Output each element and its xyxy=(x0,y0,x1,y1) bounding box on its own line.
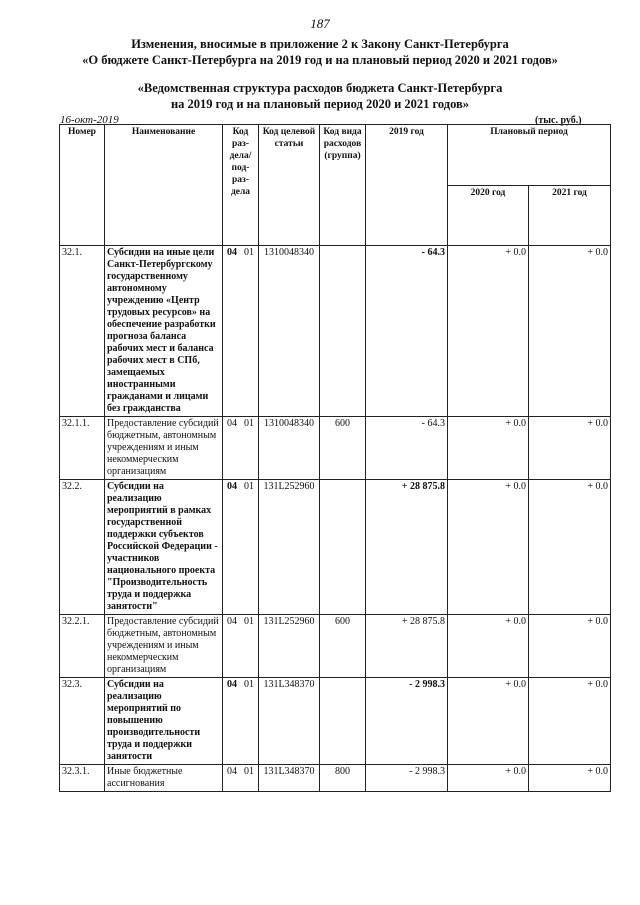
document-title xyxy=(20,36,620,68)
row-number: 32.2.1. xyxy=(60,615,105,678)
subtitle-line-1: «Ведомственная структура расходов бюджета Санкт-Петербурга xyxy=(137,81,503,95)
row-section-code xyxy=(223,765,259,792)
table-row xyxy=(60,765,611,792)
header-2019: 2019 год xyxy=(366,125,448,246)
row-subsection: 01 xyxy=(244,247,254,258)
table-row xyxy=(60,678,611,765)
row-value-2019: + 28 875.8 xyxy=(366,480,448,615)
header-2021: 2021 год xyxy=(529,185,611,246)
header-planned-period: Плановый период xyxy=(448,125,611,186)
row-target-code: 1310048340 xyxy=(259,246,320,417)
document-subtitle xyxy=(20,80,620,112)
row-number: 32.2. xyxy=(60,480,105,615)
row-value-2020: + 0.0 xyxy=(448,615,529,678)
row-number: 32.3. xyxy=(60,678,105,765)
table-row xyxy=(60,615,611,678)
row-section: 04 xyxy=(227,616,237,627)
row-section: 04 xyxy=(227,766,237,777)
row-subsection: 01 xyxy=(244,481,254,492)
row-target-code: 131L348370 xyxy=(259,678,320,765)
row-subsection: 01 xyxy=(244,679,254,690)
row-value-2019: - 64.3 xyxy=(366,246,448,417)
header-name: Наименование xyxy=(105,125,223,246)
table-row xyxy=(60,480,611,615)
header-expense-code: Код вида расходов (группа) xyxy=(320,125,366,246)
header-number: Номер xyxy=(60,125,105,246)
row-subsection: 01 xyxy=(244,766,254,777)
row-section-code xyxy=(223,417,259,480)
row-name: Предоставление субсидий бюджетным, автономным учреждениям и иным некоммерческим организациям xyxy=(105,615,223,678)
row-section: 04 xyxy=(227,247,237,258)
row-section-code xyxy=(223,615,259,678)
budget-table xyxy=(59,124,611,792)
row-target-code: 1310048340 xyxy=(259,417,320,480)
units-label: (тыс. руб.) xyxy=(535,115,582,126)
table-row xyxy=(60,246,611,417)
row-target-code: 131L252960 xyxy=(259,480,320,615)
row-value-2019: - 2 998.3 xyxy=(366,678,448,765)
row-value-2021: + 0.0 xyxy=(529,480,611,615)
header-2020: 2020 год xyxy=(448,185,529,246)
row-value-2019: + 28 875.8 xyxy=(366,615,448,678)
row-value-2021: + 0.0 xyxy=(529,765,611,792)
row-subsection: 01 xyxy=(244,418,254,429)
row-expense-code: 600 xyxy=(320,615,366,678)
title-line-2: «О бюджете Санкт-Петербурга на 2019 год и на плановый период 2020 и 2021 годов» xyxy=(82,53,558,67)
header-target-code: Код целевой статьи xyxy=(259,125,320,246)
row-name: Предоставление субсидий бюджетным, автономным учреждениям и иным некоммерческим организациям xyxy=(105,417,223,480)
row-value-2019: - 64.3 xyxy=(366,417,448,480)
page-number: 187 xyxy=(310,16,330,31)
row-expense-code: 800 xyxy=(320,765,366,792)
row-subsection: 01 xyxy=(244,616,254,627)
row-value-2021: + 0.0 xyxy=(529,615,611,678)
row-name: Субсидии на реализацию мероприятий по повышению производительности труда и поддержки занятости xyxy=(105,678,223,765)
row-section-code xyxy=(223,246,259,417)
row-section: 04 xyxy=(227,679,237,690)
table-row xyxy=(60,417,611,480)
row-value-2021: + 0.0 xyxy=(529,678,611,765)
row-section: 04 xyxy=(227,418,237,429)
row-value-2020: + 0.0 xyxy=(448,246,529,417)
row-value-2020: + 0.0 xyxy=(448,417,529,480)
row-expense-code xyxy=(320,246,366,417)
row-value-2021: + 0.0 xyxy=(529,417,611,480)
row-name: Субсидии на иные цели Санкт-Петербургскому государственному автономному учреждению «Центр трудовых ресурсов» на обеспечение разработки прогноза баланса рабочих мест и баланса рабочих мест в СПб, замещаемых иностранными гражданами и лицами без гражданства xyxy=(105,246,223,417)
row-value-2019: - 2 998.3 xyxy=(366,765,448,792)
row-value-2020: + 0.0 xyxy=(448,480,529,615)
document-date: 16-окт-2019 xyxy=(60,114,119,126)
row-number: 32.1.1. xyxy=(60,417,105,480)
row-target-code: 131L348370 xyxy=(259,765,320,792)
row-section-code xyxy=(223,480,259,615)
row-number: 32.1. xyxy=(60,246,105,417)
row-section: 04 xyxy=(227,481,237,492)
row-value-2021: + 0.0 xyxy=(529,246,611,417)
table-body xyxy=(60,246,611,792)
row-name: Субсидии на реализацию мероприятий в рамках государственной поддержки субъектов Российской Федерации - участников национального проекта "Производительность труда и поддержка занятости" xyxy=(105,480,223,615)
row-value-2020: + 0.0 xyxy=(448,678,529,765)
row-expense-code: 600 xyxy=(320,417,366,480)
row-expense-code xyxy=(320,678,366,765)
row-value-2020: + 0.0 xyxy=(448,765,529,792)
row-target-code: 131L252960 xyxy=(259,615,320,678)
title-line-1: Изменения, вносимые в приложение 2 к Закону Санкт-Петербурга xyxy=(131,37,509,51)
subtitle-line-2: на 2019 год и на плановый период 2020 и 2021 годов» xyxy=(170,97,470,111)
row-number: 32.3.1. xyxy=(60,765,105,792)
row-name: Иные бюджетные ассигнования xyxy=(105,765,223,792)
row-expense-code xyxy=(320,480,366,615)
header-section-code: Код раз-дела/ под-раз-дела xyxy=(223,125,259,246)
row-section-code xyxy=(223,678,259,765)
